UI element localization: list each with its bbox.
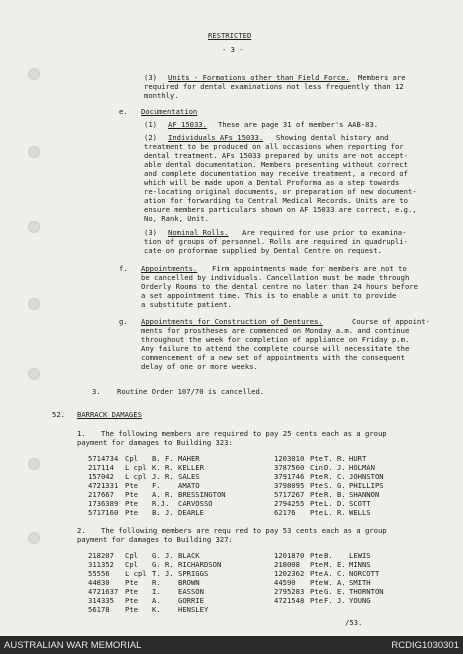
member-name: SHANNON bbox=[349, 490, 380, 499]
member-rank: L cpl bbox=[125, 569, 147, 578]
item-number: (2) bbox=[144, 133, 157, 142]
member-name: HOLMAN bbox=[349, 463, 375, 472]
text-line: Members are bbox=[358, 73, 406, 82]
member-init: B. bbox=[324, 551, 333, 560]
section-letter: e. bbox=[119, 107, 128, 116]
member-rank: Cin bbox=[310, 463, 323, 472]
item-number: 1. bbox=[77, 429, 86, 438]
member-init: B. F. bbox=[152, 454, 174, 463]
item-title: Nominal Rolls. bbox=[168, 228, 229, 237]
text-line: which will be made upon a Dental Proforma as a step towards bbox=[144, 178, 400, 187]
text-line: Firm appointments made for members are not to bbox=[212, 264, 407, 273]
section-letter: g. bbox=[119, 317, 128, 326]
member-name: RICHARDSON bbox=[178, 560, 222, 569]
member-init: B. J. bbox=[152, 508, 174, 517]
text-line: Any failure to attend the complete course will necessitate the bbox=[141, 344, 410, 353]
member-rank: Pte bbox=[310, 481, 323, 490]
punch-hole bbox=[28, 532, 40, 544]
text-line: The following members are required to pay 25 cents each as a group bbox=[101, 429, 387, 438]
text-line: and complete documentation may receive treatment, a record of bbox=[144, 169, 408, 178]
member-rank: L cpl bbox=[125, 463, 147, 472]
text-line: cate on proformae supplied by Dental Centre on request. bbox=[144, 246, 382, 255]
member-no: 3798095 bbox=[274, 481, 305, 490]
member-no: 314335 bbox=[88, 596, 114, 605]
member-no: 4721548 bbox=[274, 596, 305, 605]
text-line: No, Rank, Unit. bbox=[144, 214, 209, 223]
item-number: (3) bbox=[144, 73, 157, 82]
member-no: 44590 bbox=[274, 578, 296, 587]
text-line: a set appointment time. This is to enable a unit to provide bbox=[141, 291, 397, 300]
member-name: SPRIGGS bbox=[178, 569, 209, 578]
member-init: J. R. bbox=[152, 472, 174, 481]
text-line: be cancelled by individuals. Cancellation must be made through bbox=[141, 273, 410, 282]
item-title: Individuals AFs 15033. bbox=[168, 133, 264, 142]
member-no: 218207 bbox=[88, 551, 114, 560]
member-no: 157042 bbox=[88, 472, 114, 481]
member-init: T. R. bbox=[324, 454, 346, 463]
punch-hole bbox=[28, 298, 40, 310]
member-no: 55556 bbox=[88, 569, 110, 578]
member-rank: Pte bbox=[310, 560, 323, 569]
member-init: D. J. bbox=[324, 463, 346, 472]
member-no: 3787560 bbox=[274, 463, 305, 472]
text-line: delay of one or more weeks. bbox=[141, 362, 258, 371]
member-name: SALES bbox=[178, 472, 200, 481]
classification-marking: RESTRICTED bbox=[208, 31, 252, 40]
text-line: re-locating original documents, or preparation of new document- bbox=[144, 187, 417, 196]
text-line: dental treatment. AFs 15033 prepared by units are not accept- bbox=[144, 151, 408, 160]
member-init: A. C. bbox=[324, 569, 346, 578]
member-rank: Pte bbox=[310, 569, 323, 578]
archive-footer bbox=[0, 636, 463, 654]
member-no: 4721331 bbox=[88, 481, 119, 490]
text-line: a substitute patient. bbox=[141, 300, 232, 309]
member-name: HURT bbox=[349, 454, 367, 463]
text-line: throughout the week for completion of appliance on Friday p.m. bbox=[141, 335, 410, 344]
text-line: Orderly Rooms to the dental centre no later than 24 hours before bbox=[141, 282, 418, 291]
member-name: SMITH bbox=[349, 578, 371, 587]
member-name: SCOTT bbox=[349, 499, 371, 508]
member-name: EASSON bbox=[178, 587, 204, 596]
member-rank: Pte bbox=[125, 605, 138, 614]
member-rank: Pte bbox=[310, 508, 323, 517]
text-line: Showing dental history and bbox=[276, 133, 389, 142]
member-name: THORNTON bbox=[349, 587, 384, 596]
member-rank: Pte bbox=[125, 587, 138, 596]
member-init: F. J. bbox=[324, 596, 346, 605]
punch-hole bbox=[28, 221, 40, 233]
text-line: payment for damages to Building 327: bbox=[77, 535, 233, 544]
member-no: 44830 bbox=[88, 578, 110, 587]
member-name: BRESSINGTON bbox=[178, 490, 226, 499]
member-no: 62176 bbox=[274, 508, 296, 517]
member-no: 5717267 bbox=[274, 490, 305, 499]
member-name: JOHNSTON bbox=[349, 472, 384, 481]
text-line: monthly. bbox=[144, 91, 179, 100]
punch-hole bbox=[28, 368, 40, 380]
member-rank: Pte bbox=[310, 454, 323, 463]
member-init: R. bbox=[152, 578, 161, 587]
member-rank: Pte bbox=[310, 472, 323, 481]
member-no: 2794255 bbox=[274, 499, 305, 508]
text-line: able dental documentation. Members presenting without correct bbox=[144, 160, 408, 169]
member-init: L. D. bbox=[324, 499, 346, 508]
member-rank: Pte bbox=[310, 499, 323, 508]
member-rank: Pte bbox=[125, 490, 138, 499]
text-line: tion of groups of personnel. Rolls are required in quadrupli- bbox=[144, 237, 408, 246]
member-name: BLACK bbox=[178, 551, 200, 560]
page-number: - 3 - bbox=[222, 45, 244, 54]
text-line: required for dental examinations not less frequently than 12 bbox=[144, 82, 404, 91]
member-no: 217667 bbox=[88, 490, 114, 499]
member-init: A. bbox=[152, 596, 161, 605]
member-rank: Pte bbox=[310, 596, 323, 605]
footer-institution: AUSTRALIAN WAR MEMORIAL bbox=[4, 640, 142, 651]
member-name: KELLER bbox=[178, 463, 204, 472]
member-rank: L cpl bbox=[125, 472, 147, 481]
item-number: 2. bbox=[77, 526, 86, 535]
member-init: G. R. bbox=[152, 560, 174, 569]
member-no: 4721637 bbox=[88, 587, 119, 596]
text-line: Routine Order 107/70 is cancelled. bbox=[117, 387, 265, 396]
text-line: ments for prostheses are commenced on Monday a.m. and continue bbox=[141, 326, 410, 335]
member-no: 217114 bbox=[88, 463, 114, 472]
member-init: G. J. bbox=[152, 551, 174, 560]
text-line: ensure members particulars shown on AF 15033 are correct, e.g., bbox=[144, 205, 417, 214]
member-rank: Pte bbox=[125, 499, 138, 508]
member-rank: Pte bbox=[125, 508, 138, 517]
punch-hole bbox=[28, 146, 40, 158]
member-name: BROWN bbox=[178, 578, 200, 587]
member-init: W. A. bbox=[324, 578, 346, 587]
member-no: 5714734 bbox=[88, 454, 119, 463]
member-init: L. R. bbox=[324, 508, 346, 517]
section-title: Appointments for Construction of Dentures. bbox=[141, 317, 323, 326]
member-init: S. G. bbox=[324, 481, 346, 490]
member-no: 311352 bbox=[88, 560, 114, 569]
member-rank: Pte bbox=[125, 481, 138, 490]
section-title: Appointments. bbox=[141, 264, 198, 273]
member-name: DEARLE bbox=[178, 508, 204, 517]
text-line: Are required for use prior to examina- bbox=[242, 228, 407, 237]
member-rank: Pte bbox=[125, 578, 138, 587]
member-name: NORCOTT bbox=[349, 569, 380, 578]
member-no: 1201870 bbox=[274, 551, 305, 560]
item-number: (3) bbox=[144, 228, 157, 237]
member-name: AMATO bbox=[178, 481, 200, 490]
member-name: MINNS bbox=[349, 560, 371, 569]
member-rank: Pte bbox=[310, 587, 323, 596]
item-number: 3. bbox=[92, 387, 101, 396]
member-no: 5717160 bbox=[88, 508, 119, 517]
item-number: (1) bbox=[144, 120, 157, 129]
text-line: treatment to be produced on all occasions when reporting for bbox=[144, 142, 404, 151]
member-no: 1736389 bbox=[88, 499, 119, 508]
member-rank: Cpl bbox=[125, 454, 138, 463]
member-rank: Pte bbox=[310, 490, 323, 499]
member-rank: Cpl bbox=[125, 551, 138, 560]
member-init: R.J. bbox=[152, 499, 170, 508]
member-name: PHILLIPS bbox=[349, 481, 384, 490]
member-init: R. C. bbox=[324, 472, 346, 481]
member-name: LEWIS bbox=[349, 551, 371, 560]
punch-hole bbox=[28, 458, 40, 470]
member-name: MAHER bbox=[178, 454, 200, 463]
section-title: Documentation bbox=[141, 107, 198, 116]
member-no: 1203010 bbox=[274, 454, 305, 463]
footer-record-id: RCDIG1030301 bbox=[391, 640, 459, 651]
item-title: Units - Formations other than Field Force. bbox=[168, 73, 350, 82]
member-no: 56178 bbox=[88, 605, 110, 614]
member-init: A. R. bbox=[152, 490, 174, 499]
member-init: G. E. bbox=[324, 587, 346, 596]
member-init: F. bbox=[152, 481, 161, 490]
member-rank: Pte bbox=[310, 551, 323, 560]
punch-hole bbox=[28, 68, 40, 80]
text-line: These are page 31 of member's AAB-83. bbox=[218, 120, 379, 129]
member-init: K. bbox=[152, 605, 161, 614]
member-rank: Pte bbox=[310, 578, 323, 587]
continuation-marker: /53. bbox=[345, 618, 363, 627]
member-init: M. E. bbox=[324, 560, 346, 569]
text-line: payment for damages to Building 323: bbox=[77, 438, 233, 447]
member-init: T. J. bbox=[152, 569, 174, 578]
member-rank: Pte bbox=[125, 596, 138, 605]
section-letter: f. bbox=[119, 264, 128, 273]
member-name: YOUNG bbox=[349, 596, 371, 605]
member-no: 3791746 bbox=[274, 472, 305, 481]
text-line: Course of appoint- bbox=[352, 317, 430, 326]
member-no: 1202362 bbox=[274, 569, 305, 578]
member-init: R. B. bbox=[324, 490, 346, 499]
section-title: BARRACK DAMAGES bbox=[77, 410, 142, 419]
member-init: K. R. bbox=[152, 463, 174, 472]
member-name: CARVOSSO bbox=[178, 499, 213, 508]
member-init: I. bbox=[152, 587, 161, 596]
text-line: commencement of a new set of appointments with the consequent bbox=[141, 353, 405, 362]
member-name: WELLS bbox=[349, 508, 371, 517]
member-name: HENSLEY bbox=[178, 605, 209, 614]
member-rank: Cpl bbox=[125, 560, 138, 569]
text-line: ation for forwarding to Central Medical Records. Units are to bbox=[144, 196, 408, 205]
member-no: 218008 bbox=[274, 560, 300, 569]
text-line: The following members are requ red to pay 53 cents each as a group bbox=[101, 526, 387, 535]
item-title: AF 15033. bbox=[168, 120, 207, 129]
member-no: 2795283 bbox=[274, 587, 305, 596]
member-name: GORRIE bbox=[178, 596, 204, 605]
paragraph-number: 52. bbox=[52, 410, 65, 419]
